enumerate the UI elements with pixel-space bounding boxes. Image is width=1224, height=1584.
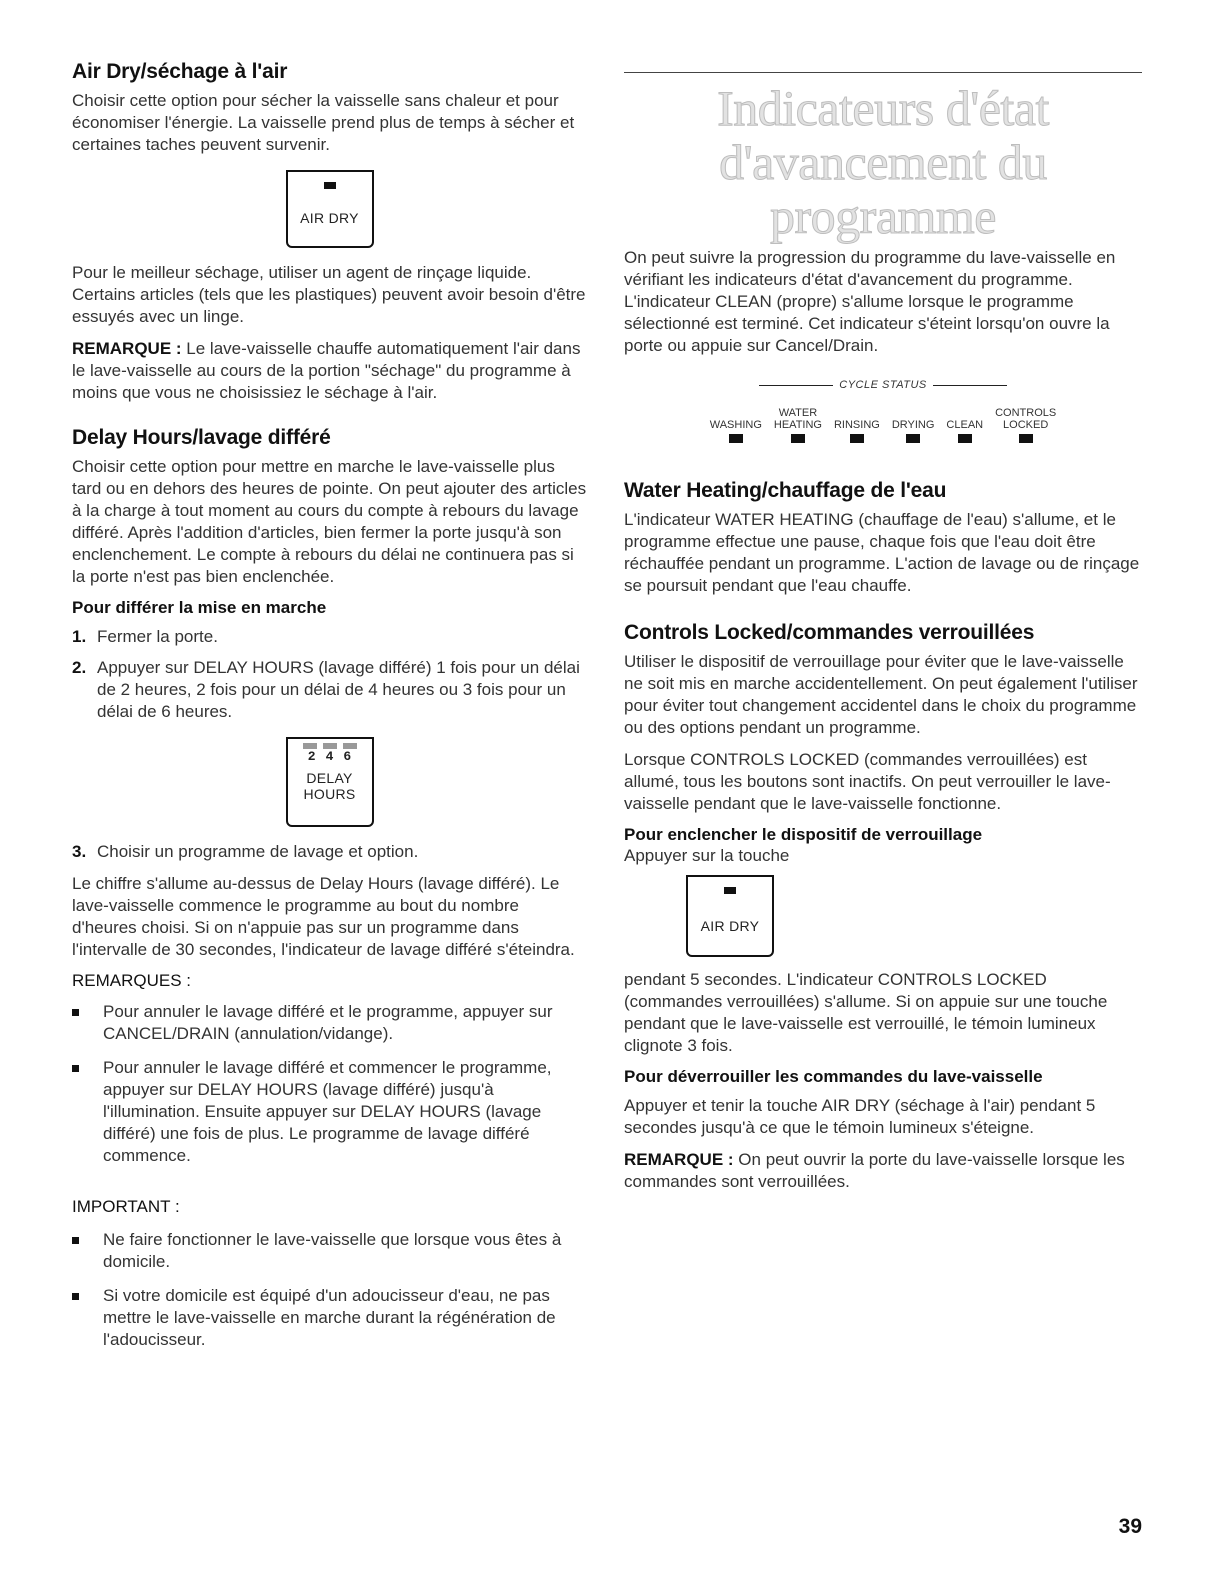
lock-after: pendant 5 secondes. L'indicateur CONTROLS LOCKED (commandes verrouillées) s'allume. Si on appuie sur une touche pendant que le lave-vaisselle est verrouillé, le témoin lumineux clignote 3 fois. <box>624 970 1108 1055</box>
indicator-light-icon <box>324 182 336 189</box>
controls-locked-p1: Utiliser le dispositif de verrouillage pour éviter que le lave-vaisselle ne soit mis en marche accidentellement. On peut également l'utiliser pour éviter tout changement accidentel dans le choix du programme ou des options pendant un programme. <box>624 652 1138 737</box>
list-item: Si votre domicile est équipé d'un adoucisseur d'eau, ne pas mettre le lave-vaisselle en marche durant la régénération de l'adoucisseur. <box>72 1285 587 1351</box>
indicators-intro: On peut suivre la progression du programme du lave-vaisselle en vérifiant les indicateurs d'état d'avancement du programme. L'indicateur CLEAN (propre) s'allume lorsque le programme sélectionné est terminé. Cet indicateur s'éteint lorsqu'on ouvre la porte ou appuie sur Cancel/Drain. <box>624 248 1116 355</box>
water-heating-text: L'indicateur WATER HEATING (chauffage de l'eau) s'allume, et le programme effectue une pause, chaque fois que l'eau doit être réchauffée pendant un programme. L'action de lavage ou de rinçage se poursuit pendant que l'eau chauffe. <box>624 510 1140 595</box>
note-label: REMARQUE : <box>624 1150 734 1169</box>
status-light-icon <box>1019 434 1033 443</box>
controls-locked-heading: Controls Locked/commandes verrouillées <box>624 621 1035 644</box>
air-dry-heading: Air Dry/séchage à l'air <box>72 60 288 83</box>
status-light-controls-locked: CONTROLS LOCKED <box>995 407 1056 443</box>
important-label: IMPORTANT : <box>72 1197 180 1216</box>
lock-subheading: Pour enclencher le dispositif de verrouillage <box>624 825 983 844</box>
controls-note <box>624 1149 1142 1193</box>
note-text: Le lave-vaisselle chauffe automatiquement l'air dans le lave-vaisselle au cours de la portion "séchage" du programme à moins que vous ne choisissiez le séchage à l'air. <box>72 339 581 402</box>
status-light-washing: WASHING <box>710 407 762 443</box>
delay-heading: Delay Hours/lavage différé <box>72 426 331 449</box>
water-heating-heading: Water Heating/chauffage de l'eau <box>624 479 947 502</box>
remarks-label: REMARQUES : <box>72 971 192 990</box>
remarks-list <box>72 1001 587 1167</box>
air-dry-intro: Choisir cette option pour sécher la vaisselle sans chaleur et pour économiser l'énergie. La vaisselle prend plus de temps à sécher et certaines taches peuvent survenir. <box>72 91 575 154</box>
unlock-text: Appuyer et tenir la touche AIR DRY (séchage à l'air) pendant 5 secondes jusqu'à ce que le témoin lumineux s'éteigne. <box>624 1096 1096 1137</box>
delay-button-line1: DELAY <box>306 770 353 786</box>
lock-text: Appuyer sur la touche <box>624 846 790 865</box>
list-item: Ne faire fonctionner le lave-vaisselle que lorsque vous êtes à domicile. <box>72 1229 587 1273</box>
air-dry-button-label: AIR DRY <box>300 210 359 226</box>
delay-steps <box>72 626 587 723</box>
delay-subheading: Pour différer la mise en marche <box>72 598 327 617</box>
indicators-title-line1: Indicateurs d'état <box>717 80 1049 136</box>
status-light-icon <box>791 434 805 443</box>
list-item: 1. Fermer la porte. <box>72 627 218 646</box>
delay-hours-button-illustration <box>286 737 374 827</box>
delay-steps-cont <box>72 841 587 863</box>
status-light-water-heating: WATER HEATING <box>774 407 822 443</box>
delay-button-line2: HOURS <box>303 786 356 802</box>
status-light-icon <box>906 434 920 443</box>
indicator-light-icon <box>724 887 736 894</box>
status-light-clean: CLEAN <box>946 407 983 443</box>
cycle-status-lights <box>624 407 1142 443</box>
status-light-drying: DRYING <box>892 407 935 443</box>
note-text: On peut ouvrir la porte du lave-vaisselle lorsque les commandes sont verrouillées. <box>624 1150 1125 1191</box>
delay-intro: Choisir cette option pour mettre en marche le lave-vaisselle plus tard ou en dehors des heures de pointe. On peut ajouter des articles à la charge à tout moment au cours du compte à rebours du lavage différé. Après l'addition d'articles, bien fermer la porte jusqu'à son enclenchement. Le compte à rebours du délai ne continuera pas si la porte n'est pas bien enclenchée. <box>72 457 587 586</box>
controls-locked-p2: Lorsque CONTROLS LOCKED (commandes verrouillées) est allumé, tous les boutons sont inactifs. On peut verrouiller le lave-vaisselle pendant que le lave-vaisselle fonctionne. <box>624 750 1111 813</box>
status-light-icon <box>850 434 864 443</box>
status-light-rinsing: RINSING <box>834 407 880 443</box>
air-dry-note <box>72 338 587 404</box>
note-label: REMARQUE : <box>72 339 182 358</box>
indicators-title-line2: d'avancement du programme <box>719 134 1047 244</box>
delay-indicator-lights <box>288 739 372 749</box>
cycle-status-heading: CYCLE STATUS <box>624 379 1142 391</box>
delay-after: Le chiffre s'allume au-dessus de Delay Hours (lavage différé). Le lave-vaisselle commence le programme au bout du nombre d'heures choisi. Si on n'appuie pas sur un programme dans l'intervalle de 30 secondes, l'indicateur de lavage différé s'éteindra. <box>72 874 575 959</box>
list-item: 3. Choisir un programme de lavage et option. <box>72 842 419 861</box>
right-column <box>624 72 1142 1203</box>
list-item: Pour annuler le lavage différé et commencer le programme, appuyer sur DELAY HOURS (lavage différé) jusqu'à l'illumination. Ensuite appuyer sur DELAY HOURS (lavage différé) une fois de plus. Le programme de lavage différé commence. <box>72 1057 587 1167</box>
unlock-subheading: Pour déverrouiller les commandes du lave-vaisselle <box>624 1067 1043 1086</box>
left-column <box>72 60 587 1363</box>
important-list <box>72 1229 587 1351</box>
lock-button-label: AIR DRY <box>700 918 760 934</box>
air-dry-button-illustration <box>286 170 374 248</box>
page-number: 39 <box>1118 1515 1142 1538</box>
delay-hour-numbers: 2 4 6 <box>307 749 352 764</box>
section-divider <box>624 72 1142 73</box>
air-dry-tip: Pour le meilleur séchage, utiliser un agent de rinçage liquide. Certains articles (tels que les plastiques) peuvent avoir besoin d'être essuyés avec un linge. <box>72 263 586 326</box>
lock-air-dry-button-illustration <box>686 875 774 957</box>
list-item: 2. Appuyer sur DELAY HOURS (lavage différé) 1 fois pour un délai de 2 heures, 2 fois pour un délai de 4 heures ou 3 fois pour un délai de 6 heures. <box>72 658 580 721</box>
list-item: Pour annuler le lavage différé et le programme, appuyer sur CANCEL/DRAIN (annulation/vidange). <box>72 1001 587 1045</box>
status-light-icon <box>729 434 743 443</box>
status-light-icon <box>958 434 972 443</box>
